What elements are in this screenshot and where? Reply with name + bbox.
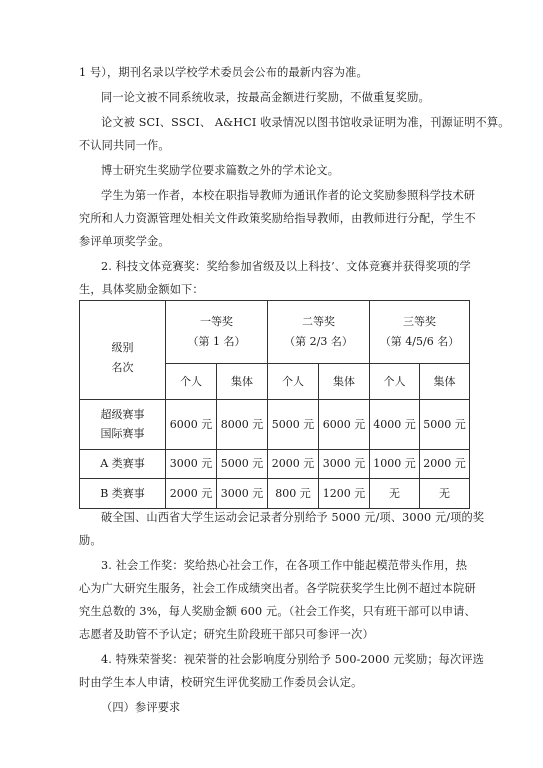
table-cell: 2000 元 (268, 450, 319, 479)
table-cell: 8000 元 (217, 400, 268, 450)
paragraph-social-work-line1: 3. 社会工作奖：奖给热心社会工作，在各项工作中能起模范带头作用，热 (101, 559, 468, 572)
table-row (80, 479, 470, 509)
paragraph-special-honor-line1: 4. 特殊荣誉奖：视荣誉的社会影响度分别给予 500-2000 元奖励；每次评选 (101, 653, 485, 666)
corner-label-level: 级别 (111, 341, 134, 354)
table-cell: 1200 元 (319, 479, 370, 509)
paragraph-social-work-line4: 志愿者及助管不予认定；研究生阶段班干部只可参评一次） (79, 628, 374, 641)
table-cell: 6000 元 (166, 400, 217, 450)
table-cell: 3000 元 (166, 450, 217, 479)
paragraph-competition-award-line1: 2. 科技文体竞赛奖：奖给参加省级及以上科技’、文体竞赛并获得奖项的学 (101, 260, 471, 273)
table-cell: 5000 元 (268, 400, 319, 450)
row-label-super-international: 超级赛事 国际赛事 (80, 400, 166, 450)
award-amount-table (79, 300, 470, 509)
sub-header-individual: 个人 (166, 364, 217, 400)
sub-header-group: 集体 (217, 364, 268, 400)
paragraph-indexing-proof: 论文被 SCI、SSCI、 A&HCI 收录情况以图书馆收录证明为准，刊源证明不算。 (101, 116, 510, 129)
paragraph-doctoral-papers: 博士研究生奖励学位要求篇数之外的学术论文。 (101, 164, 340, 177)
sub-header-individual: 个人 (370, 364, 420, 400)
paragraph-first-author-line2: 究所和人力资源管理处相关文件政策奖励给指导教师，由教师进行分配，学生不 (79, 212, 476, 225)
paragraph-record-bonus-line1: 破全国、山西省大学生运动会记录者分别给予 5000 元/项、3000 元/项的奖 (101, 511, 485, 524)
table-cell: 无 (370, 479, 420, 509)
sub-header-group: 集体 (420, 364, 470, 400)
table-cell: 6000 元 (319, 400, 370, 450)
table-corner-cell (80, 301, 166, 400)
section-heading-requirements: （四）参评要求 (101, 701, 181, 714)
paragraph-special-honor-line2: 时由学生本人申请，校研究生评优奖励工作委员会认定。 (79, 676, 363, 689)
row-label-class-a: A 类赛事 (80, 450, 166, 479)
table-cell: 2000 元 (420, 450, 470, 479)
sub-header-individual: 个人 (268, 364, 319, 400)
paragraph-journal-list: 1 号），期刊名录以学校学术委员会公布的最新内容为准。 (79, 66, 368, 79)
paragraph-first-author-line3: 参评单项奖学金。 (79, 235, 170, 248)
table-header-row-prizes (80, 301, 470, 364)
paragraph-co-first-author: 不认同共同一作。 (79, 139, 170, 152)
table-cell: 4000 元 (370, 400, 420, 450)
paragraph-social-work-line3: 究生总数的 3%，每人奖励金额 600 元。（社会工作奖，只有班干部可以申请、 (79, 605, 476, 618)
table-cell: 无 (420, 479, 470, 509)
table-cell: 5000 元 (420, 400, 470, 450)
table-cell: 1000 元 (370, 450, 420, 479)
table-row (80, 450, 470, 479)
sub-header-group: 集体 (319, 364, 370, 400)
paragraph-first-author-line1: 学生为第一作者，本校在职指导教师为通讯作者的论文奖励参照科学技术研 (101, 189, 476, 202)
paragraph-competition-award-line2: 生，具体奖励金额如下： (79, 283, 204, 296)
table-cell: 3000 元 (217, 479, 268, 509)
prize-header-third: 三等奖 （第 4/5/6 名） (370, 301, 470, 364)
row-label-class-b: B 类赛事 (80, 479, 166, 509)
table-cell: 2000 元 (166, 479, 217, 509)
table-cell: 3000 元 (319, 450, 370, 479)
table-row (80, 400, 470, 450)
paragraph-no-duplicate-award: 同一论文被不同系统收录，按最高金额进行奖励，不做重复奖励。 (101, 91, 430, 104)
paragraph-social-work-line2: 心为广大研究生服务，社会工作成绩突出者。各学院获奖学生比例不超过本院研 (79, 582, 476, 595)
prize-header-second: 二等奖 （第 2/3 名） (268, 301, 370, 364)
table-cell: 5000 元 (217, 450, 268, 479)
table-cell: 800 元 (268, 479, 319, 509)
prize-header-first: 一等奖 （第 1 名） (166, 301, 268, 364)
corner-label-rank: 名次 (111, 361, 134, 374)
paragraph-record-bonus-line2: 励。 (79, 534, 102, 547)
